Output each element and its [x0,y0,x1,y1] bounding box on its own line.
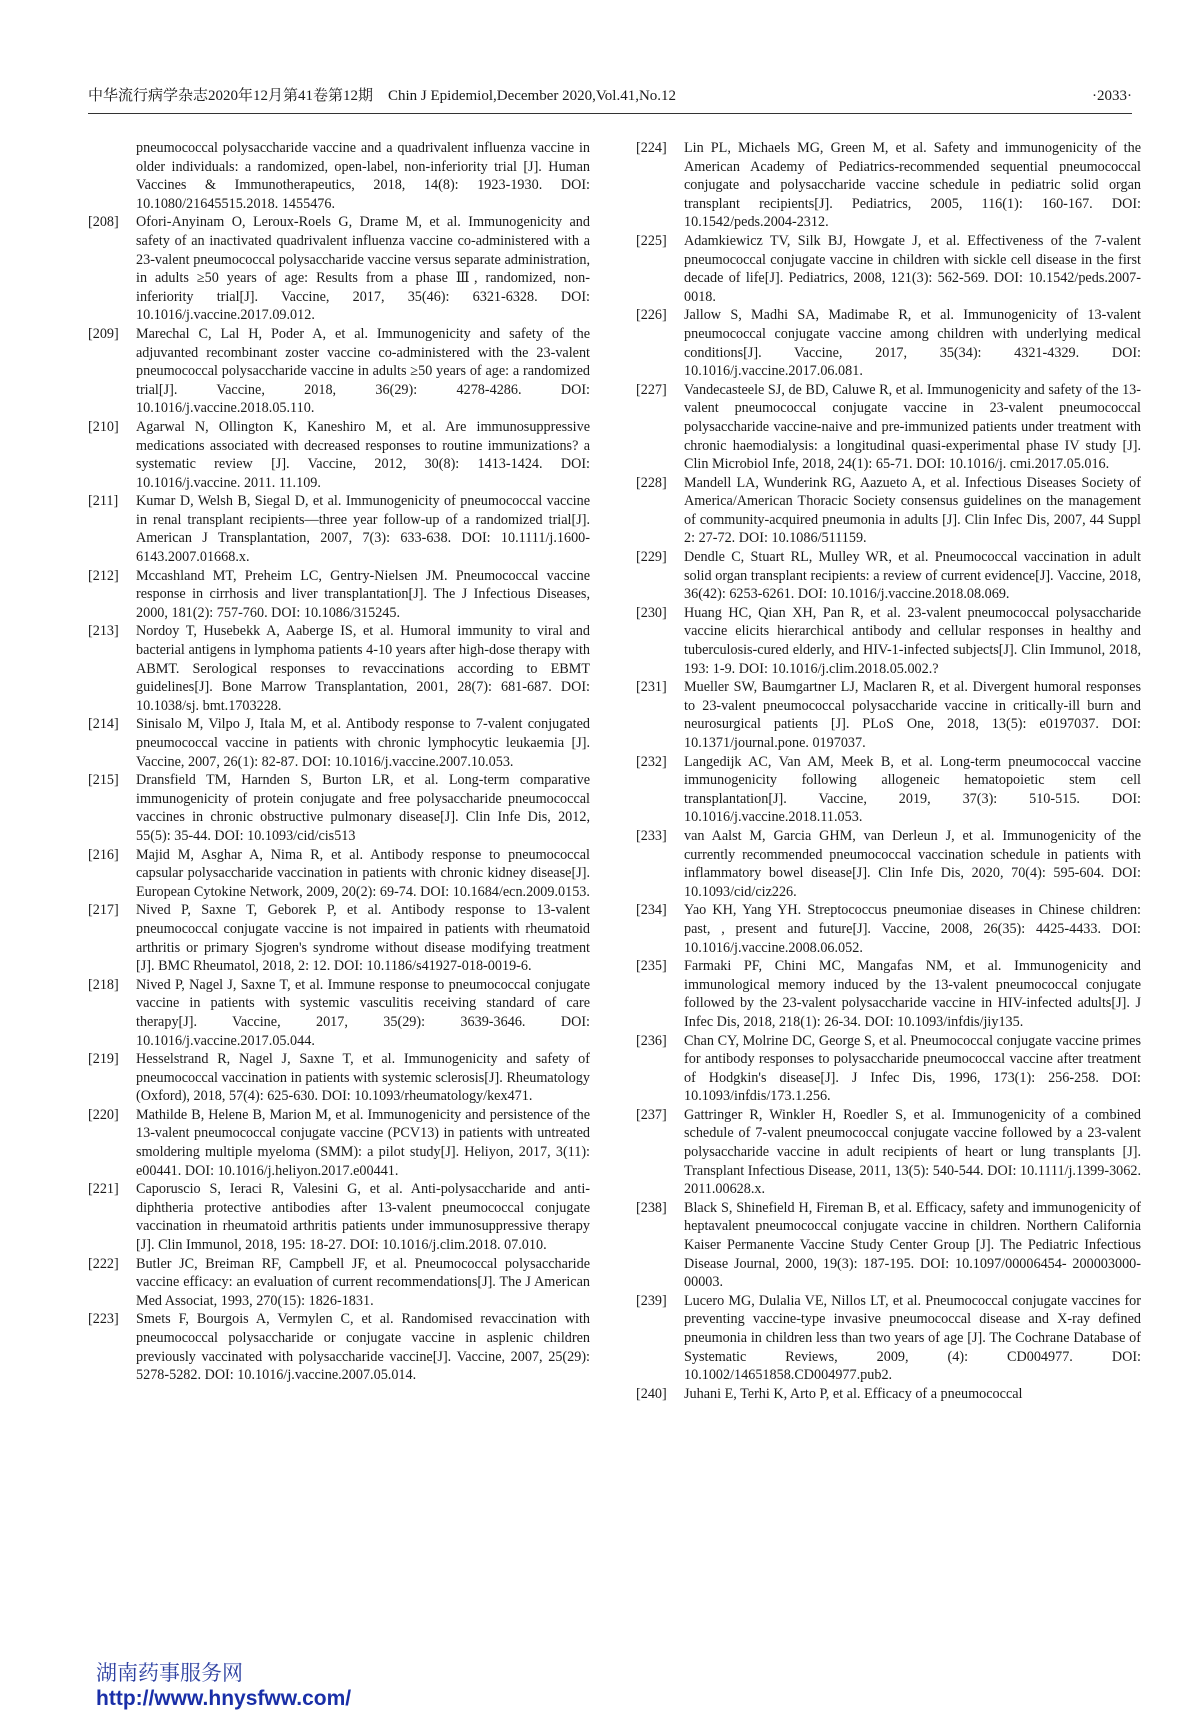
reference-number: [214] [88,716,119,733]
reference-entry [88,622,590,715]
reference-text: Dendle C, Stuart RL, Mulley WR, et al. Pneumococcal vaccination in adult solid organ transplant recipients: a review of current evidence[J]. Vaccine, 2018, 36(42): 6253-6261. DOI: 10.1016/j.vaccine.2018.08.069. [684,549,1141,603]
reference-text: Farmaki PF, Chini MC, Mangafas NM, et al. Immunogenicity and immunological memory induced by the 13-valent pneumococcal conjugate followed by the 23-valent polysaccharide vaccine in HIV-infected adults[J]. J Infec Dis, 2018, 218(1): 26-34. DOI: 10.1093/infdis/jiy135. [684,958,1141,1030]
reference-entry [88,1050,590,1106]
reference-number: [222] [88,1255,119,1272]
reference-entry [88,1180,590,1254]
reference-entry [636,232,1141,306]
reference-number: [210] [88,418,119,435]
reference-number: [211] [88,493,119,510]
page-number: ·2033· [1092,88,1132,104]
reference-entry [636,753,1141,827]
reference-entry [636,1199,1141,1292]
reference-text: Kumar D, Welsh B, Siegal D, et al. Immunogenicity of pneumococcal vaccine in renal transplant recipients—three year follow-up of a randomized trial[J]. American J Transplantation, 2007, 7(3): 633-638. DOI: 10.1111/j.1600-6143.2007.01668.x. [136,493,590,566]
reference-number: [237] [636,1106,667,1123]
reference-text: Mueller SW, Baumgartner LJ, Maclaren R, et al. Divergent humoral responses to 23-valent pneumococcal polysaccharide vaccine in critically-ill burn and neurosurgical patients [J]. PLoS One, 2018, 13(5): e0197037. DOI: 10.1371/journal.pone. 0197037. [684,679,1141,751]
reference-entry [88,418,590,492]
reference-number: [236] [636,1032,667,1049]
reference-entry [88,567,590,623]
reference-number: [226] [636,307,667,324]
reference-entry [636,1032,1141,1106]
reference-number: [223] [88,1311,119,1328]
reference-text: Chan CY, Molrine DC, George S, et al. Pneumococcal conjugate vaccine primes for antibody responses to polysaccharide pneumococcal vaccine after treatment of Hodgkin's disease[J]. J Infec Dis, 1996, 173(1): 256-258. DOI: 10.1093/infdis/173.1.256. [684,1032,1141,1105]
reference-text: Mccashland MT, Preheim LC, Gentry-Nielsen JM. Pneumococcal vaccine response in cirrhosis and liver transplantation[J]. The J Infectious Diseases, 2000, 181(2): 757-760. DOI: 10.1086/315245. [136,567,590,621]
reference-text: Smets F, Bourgois A, Vermylen C, et al. Randomised revaccination with pneumococcal polysaccharide or conjugate vaccine in asplenic children previously vaccinated with polysaccharide vaccine[J]. Vaccine, 2007, 25(29): 5278-5282. DOI: 10.1016/j.vaccine.2007.05.014. [136,1311,590,1384]
reference-text: Butler JC, Breiman RF, Campbell JF, et al. Pneumococcal polysaccharide vaccine efficacy: an evaluation of current recommendations[J]. The J American Med Associat, 1993, 270(15): 1826-1831. [136,1255,590,1309]
watermark-url: http://www.hnysfww.com/ [96,1687,352,1710]
reference-entry [88,771,590,845]
reference-text: Mandell LA, Wunderink RG, Aazueto A, et al. Infectious Diseases Society of America/American Thoracic Society consensus guidelines on the management of community-acquired pneumonia in adults [J]. Clin Infec Dis, 2007, 44 Suppl 2: 27-72. DOI: 10.1086/511159. [684,474,1141,547]
reference-entry [88,1106,590,1180]
reference-text: Huang HC, Qian XH, Pan R, et al. 23-valent pneumococcal polysaccharide vaccine elicits hierarchical antibody and cellular responses in healthy and tuberculosis-cured elderly, and HIV-1-infected subjects[J]. Clin Immunol, 2018, 193: 1-9. DOI: 10.1016/j.clim.2018.05.002.? [684,604,1141,677]
reference-text: Adamkiewicz TV, Silk BJ, Howgate J, et al. Effectiveness of the 7-valent pneumococcal conjugate vaccine in children with sickle cell disease in the first decade of life[J]. Pediatrics, 2008, 121(3): 562-569. DOI: 10.1542/peds.2007-0018. [684,232,1141,305]
reference-entry [636,901,1141,957]
reference-number: [228] [636,474,667,491]
reference-number: [233] [636,827,667,844]
reference-text: van Aalst M, Garcia GHM, van Derleun J, et al. Immunogenicity of the currently recommended pneumococcal vaccination schedule in patients with inflammatory bowel disease[J]. Clin Infe Dis, 2020, 70(4): 595-604. DOI: 10.1093/cid/ciz226. [684,827,1141,900]
reference-entry [636,678,1141,752]
reference-entry [636,827,1141,901]
reference-text: Caporuscio S, Ieraci R, Valesini G, et al. Anti-polysaccharide and anti-diphtheria protective antibodies after 13-valent pneumococcal conjugate vaccination in rheumatoid arthritis patients under immunosuppressive therapy [J]. Clin Immunol, 2018, 195: 18-27. DOI: 10.1016/j.clim.2018. 07.010. [136,1181,590,1254]
reference-number: [212] [88,567,119,584]
reference-entry [636,381,1141,474]
reference-text: Yao KH, Yang YH. Streptococcus pneumoniae diseases in Chinese children: past, , present and future[J]. Vaccine, 2008, 26(35): 4425-4433. DOI: 10.1016/j.vaccine.2008.06.052. [684,902,1141,956]
reference-entry [636,957,1141,1031]
journal-citation-header: 中华流行病学杂志2020年12月第41卷第12期 Chin J Epidemiol,December 2020,Vol.41,No.12 [88,88,677,104]
reference-entry [88,715,590,771]
reference-text: Lucero MG, Dulalia VE, Nillos LT, et al. Pneumococcal conjugate vaccines for preventing vaccine-type invasive pneumococcal disease and X-ray defined pneumonia in children less than two years of age [J]. The Cochrane Database of Systematic Reviews, 2009, (4): CD004977. DOI: 10.1002/14651858.CD004977.pub2. [684,1292,1141,1384]
right-reference-column [636,139,1141,1403]
reference-number: [217] [88,902,119,919]
reference-text: Nived P, Nagel J, Saxne T, et al. Immune response to pneumococcal conjugate vaccine in patients with systemic vasculitis receiving standard of care therapy[J]. Vaccine, 2017, 35(29): 3639-3646. DOI: 10.1016/j.vaccine.2017.05.044. [136,976,590,1049]
reference-entry [88,492,590,566]
reference-entry [88,213,590,325]
reference-entry [636,139,1141,232]
reference-number: [221] [88,1181,119,1198]
reference-text: Majid M, Asghar A, Nima R, et al. Antibody response to pneumococcal capsular polysaccharide vaccination in patients with chronic kidney disease[J]. European Cytokine Network, 2009, 20(2): 69-74. DOI: 10.1684/ecn.2009.0153. [136,846,590,900]
reference-entry [636,474,1141,548]
reference-number: [230] [636,604,667,621]
reference-entry [636,1292,1141,1385]
reference-text: Sinisalo M, Vilpo J, Itala M, et al. Antibody response to 7-valent conjugated pneumococcal vaccine in patients with chronic lymphocytic leukaemia [J]. Vaccine, 2007, 26(1): 82-87. DOI: 10.1016/j.vaccine.2007.10.053. [136,716,590,770]
reference-number: [225] [636,232,667,249]
watermark-site-name: 湖南药事服务网 [96,1661,243,1685]
reference-entry [88,1255,590,1311]
reference-number: [208] [88,214,119,231]
reference-entry [88,901,590,975]
reference-number: [216] [88,846,119,863]
reference-entry [88,325,590,418]
reference-number: [215] [88,772,119,789]
reference-number: [209] [88,325,119,342]
reference-entry [636,1385,1141,1404]
reference-text: Hesselstrand R, Nagel J, Saxne T, et al. Immunogenicity and safety of pneumococcal vaccination in patients with systemic sclerosis[J]. Rheumatology (Oxford), 2018, 57(4): 625-630. DOI: 10.1093/rheumatology/kex471. [136,1051,590,1105]
reference-number: [227] [636,381,667,398]
reference-text: Mathilde B, Helene B, Marion M, et al. Immunogenicity and persistence of the 13-valent pneumococcal conjugate vaccine (PCV13) in patients with untreated smoldering multiple myeloma (SMM): a pilot study[J]. Heliyon, 2017, 3(11): e00441. DOI: 10.1016/j.heliyon.2017.e00441. [136,1106,590,1179]
reference-text: Ofori-Anyinam O, Leroux-Roels G, Drame M, et al. Immunogenicity and safety of an inactivated quadrivalent influenza vaccine co-administered with a 23-valent pneumococcal polysaccharide vaccine versus separate administration, in adults ≥50 years of age: Results from a phase Ⅲ, randomized, non-inferiority trial[J]. Vaccine, 2017, 35(46): 6321-6328. DOI: 10.1016/j.vaccine.2017.09.012. [136,214,590,324]
reference-entry [636,548,1141,604]
reference-text: Dransfield TM, Harnden S, Burton LR, et al. Long-term comparative immunogenicity of protein conjugate and free polysaccharide pneumococcal vaccines in chronic obstructive pulmonary disease[J]. Clin Infe Dis, 2012, 55(5): 35-44. DOI: 10.1093/cid/cis513 [136,772,590,844]
reference-text: Gattringer R, Winkler H, Roedler S, et al. Immunogenicity of a combined schedule of 7-valent pneumococcal conjugate vaccine followed by a 23-valent polysaccharide vaccine in adult recipients of heart or lung transplants [J]. Transplant Infectious Disease, 2011, 13(5): 540-544. DOI: 10.1111/j.1399-3062. 2011.00628.x. [684,1106,1141,1198]
reference-entry [88,1310,590,1384]
reference-text: Black S, Shinefield H, Fireman B, et al. Efficacy, safety and immunogenicity of heptavalent pneumococcal conjugate vaccine in children. Northern California Kaiser Permanente Vaccine Study Center Group [J]. The Pediatric Infectious Disease Journal, 2000, 19(3): 187-195. DOI: 10.1097/00006454- 200003000-00003. [684,1199,1141,1291]
reference-number: [219] [88,1051,119,1068]
reference-number: [240] [636,1385,667,1402]
reference-number: [218] [88,976,119,993]
reference-number: [235] [636,958,667,975]
left-reference-column [88,139,590,1385]
reference-text: Vandecasteele SJ, de BD, Caluwe R, et al. Immunogenicity and safety of the 13-valent pneumococcal conjugate vaccine in 23-valent pneumococcal polysaccharide vaccine-naive and pre-immunized patients under treatment with chronic haemodialysis: a longitudinal quasi-experimental phase IV study [J]. Clin Microbiol Infe, 2018, 24(1): 65-71. DOI: 10.1016/j. cmi.2017.05.016. [684,381,1141,473]
reference-entry [636,604,1141,678]
reference-entry [88,976,590,1050]
reference-number: [220] [88,1106,119,1123]
right-reference-list [636,139,1141,1403]
reference-number: [239] [636,1292,667,1309]
reference-number: [231] [636,679,667,696]
reference-text: Nordoy T, Husebekk A, Aaberge IS, et al. Humoral immunity to viral and bacterial antigens in lymphoma patients 4-10 years after high-dose therapy with ABMT. Serological responses to revaccinations according to EBMT guidelines[J]. Bone Marrow Transplantation, 2001, 28(7): 681-687. DOI: 10.1038/sj. bmt.1703228. [136,623,590,714]
reference-number: [224] [636,140,667,156]
reference-number: [234] [636,902,667,919]
reference-text: Agarwal N, Ollington K, Kaneshiro M, et al. Are immunosuppressive medications associated with decreased responses to routine immunizations? a systematic review [J]. Vaccine, 2012, 30(8): 1413-1424. DOI: 10.1016/j.vaccine. 2011. 11.109. [136,418,590,491]
reference-entry [636,1106,1141,1199]
reference-text: Langedijk AC, Van AM, Meek B, et al. Long-term pneumococcal vaccine immunogenicity following allogeneic hematopoietic stem cell transplantation[J]. Vaccine, 2019, 37(3): 510-515. DOI: 10.1016/j.vaccine.2018.11.053. [684,753,1141,826]
reference-text: Juhani E, Terhi K, Arto P, et al. Efficacy of a pneumococcal [684,1385,1023,1402]
reference-continuation: pneumococcal polysaccharide vaccine and a quadrivalent influenza vaccine in older individuals: a randomized, open-label, non-inferiority trial [J]. Human Vaccines & Immunotherapeutics, 2018, 14(8): 1923-1930. DOI: 10.1080/21645515.2018. 1455476. [136,140,590,212]
running-header [88,86,1132,108]
reference-text: Nived P, Saxne T, Geborek P, et al. Antibody response to 13-valent pneumococcal conjugate vaccine is not impaired in patients with rheumatoid arthritis or primary Sjogren's syndrome without disease modifying treatment [J]. BMC Rheumatol, 2018, 2: 12. DOI: 10.1186/s41927-018-0019-6. [136,902,590,975]
reference-number: [229] [636,549,667,566]
reference-number: [213] [88,623,119,640]
site-watermark [96,1660,351,1712]
reference-number: [232] [636,753,667,770]
reference-text: Jallow S, Madhi SA, Madimabe R, et al. Immunogenicity of 13-valent pneumococcal conjugate vaccine among children with underlying medical conditions[J]. Vaccine, 2017, 35(34): 4321-4329. DOI: 10.1016/j.vaccine.2017.06.081. [684,307,1141,380]
reference-text: Marechal C, Lal H, Poder A, et al. Immunogenicity and safety of the adjuvanted recombinant zoster vaccine co-administered with the 23-valent pneumococcal polysaccharide vaccine in adults ≥50 years of age: a randomized trial[J]. Vaccine, 2018, 36(29): 4278-4286. DOI: 10.1016/j.vaccine.2018.05.110. [136,325,590,417]
header-rule [88,113,1132,114]
reference-entry [636,306,1141,380]
reference-number: [238] [636,1199,667,1216]
reference-entry [88,846,590,902]
reference-text: Lin PL, Michaels MG, Green M, et al. Safety and immunogenicity of the American Academy of Pediatrics-recommended sequential pneumococcal conjugate and polysaccharide vaccine schedule in pediatric solid organ transplant recipients[J]. Pediatrics, 2005, 116(1): 160-167. DOI: 10.1542/peds.2004-2312. [684,140,1141,231]
left-reference-list [88,213,590,1384]
